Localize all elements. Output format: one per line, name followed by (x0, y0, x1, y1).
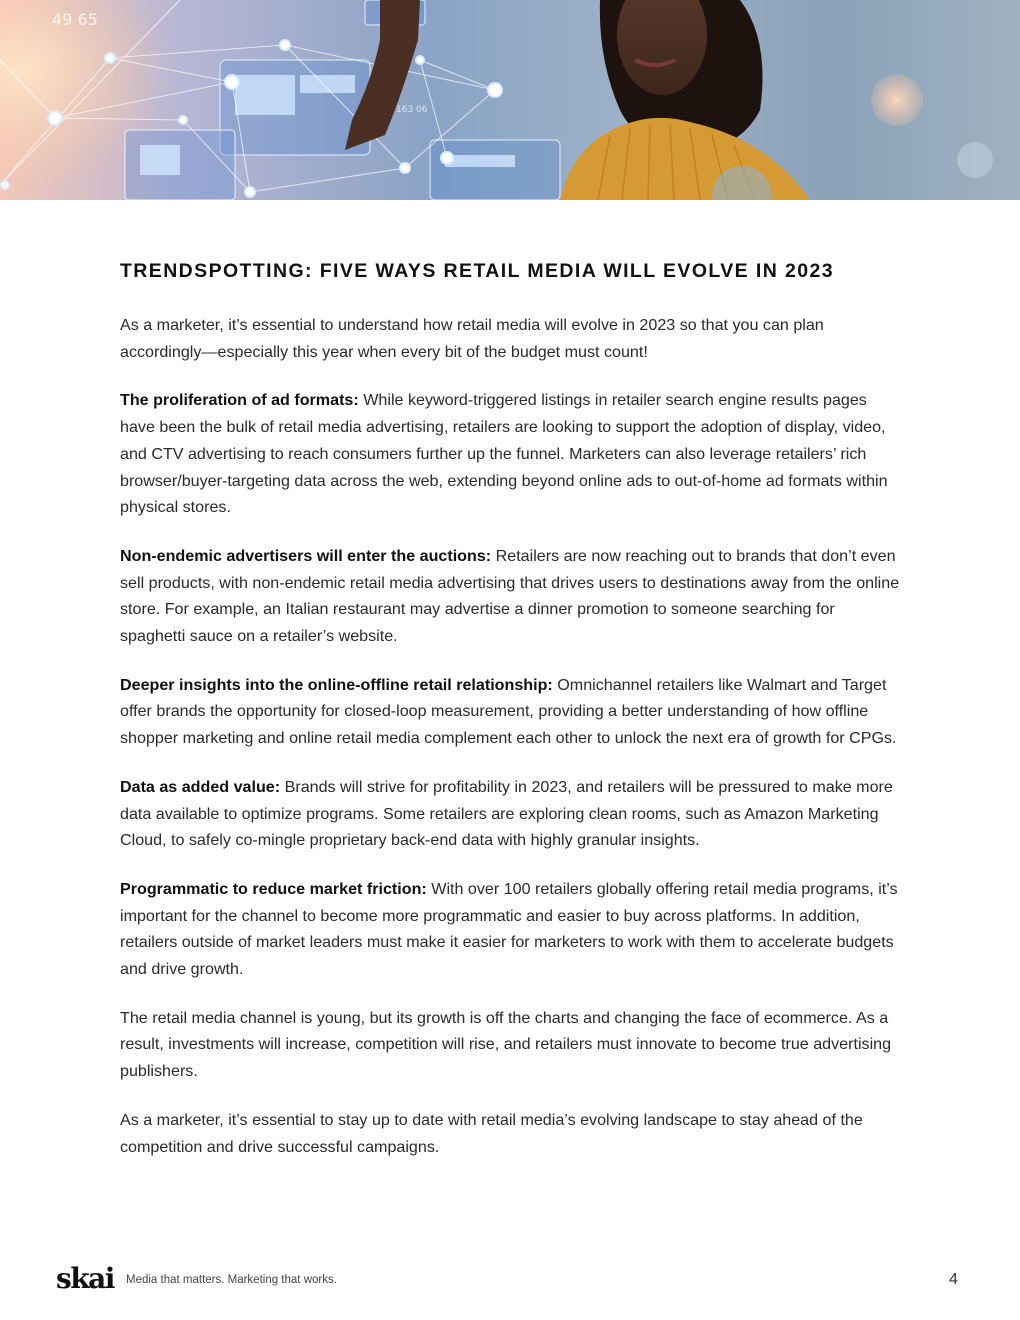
svg-text:49 65: 49 65 (52, 10, 98, 29)
trend-heading: Programmatic to reduce market friction: (120, 879, 427, 898)
trend-text: With over 100 retailers globally offering retail media programs, it’s important for the channel to become more programmatic and easier to buy across platforms. In addition, retailers outside of market leaders must make it easier for marketers to work with them to accelerate budgets and drive growth. (120, 879, 898, 979)
trend-paragraph-programmatic (120, 876, 900, 983)
trend-paragraph-ad-formats (120, 387, 900, 521)
trend-paragraph-data-value (120, 774, 900, 854)
hero-illustration (0, 0, 1020, 200)
footer-tagline: Media that matters. Marketing that works. (126, 1274, 337, 1286)
trend-text: Retailers are now reaching out to brands that don’t even sell products, with non-endemic retail media advertising that drives users to destinations away from the online store. For example, an Italian restaurant may advertise a dinner promotion to someone searching for spaghetti sauce on a retailer’s website. (120, 546, 900, 646)
closing-paragraph: The retail media channel is young, but its growth is off the charts and changing the face of ecommerce. As a result, investments will increase, competition will rise, and retailers must innovate to become true advertising publishers. (120, 1008, 892, 1081)
trend-text: Brands will strive for profitability in 2023, and retailers will be pressured to make more data available to optimize programs. Some retailers are exploring clean rooms, such as Amazon Marketing Cloud, to safely co-mingle proprietary back-end data with highly granular insights. (120, 777, 893, 850)
hero-image (0, 0, 1020, 200)
trend-text: Omnichannel retailers like Walmart and Target offer brands the opportunity for closed-loop measurement, providing a better understanding of how offline shopper marketing and online retail media complement each other to unlock the next era of growth for CPGs. (120, 675, 897, 748)
article (120, 256, 900, 1182)
trend-heading: Non-endemic advertisers will enter the auctions: (120, 546, 492, 565)
trend-text: While keyword-triggered listings in retailer search engine results pages have been the bulk of retail media advertising, retailers are looking to support the adoption of display, video, and CTV advertising to reach consumers further up the funnel. Marketers can also leverage retailers’ rich browser/buyer-targeting data across the web, extending beyond online ads to out-of-home ad formats within physical stores. (120, 391, 888, 517)
closing-paragraph: As a marketer, it’s essential to stay up to date with retail media’s evolving landscape to stay ahead of the competition and drive successful campaigns. (120, 1110, 863, 1156)
skai-logo: skai (56, 1262, 114, 1295)
intro-paragraph: As a marketer, it’s essential to understand how retail media will evolve in 2023 so that you can plan accordingly—especially this year when every bit of the budget must count! (120, 316, 824, 361)
trend-paragraph-online-offline (120, 672, 900, 752)
page-number: 4 (949, 1271, 958, 1288)
trend-paragraph-non-endemic (120, 543, 900, 650)
trend-heading: The proliferation of ad formats: (120, 391, 359, 410)
trend-heading: Deeper insights into the online-offline retail relationship: (120, 675, 553, 694)
page-title: TRENDSPOTTING: FIVE WAYS RETAIL MEDIA WILL EVOLVE IN 2023 (120, 260, 834, 282)
trend-heading: Data as added value: (120, 777, 281, 796)
svg-text:163 06: 163 06 (396, 105, 428, 115)
